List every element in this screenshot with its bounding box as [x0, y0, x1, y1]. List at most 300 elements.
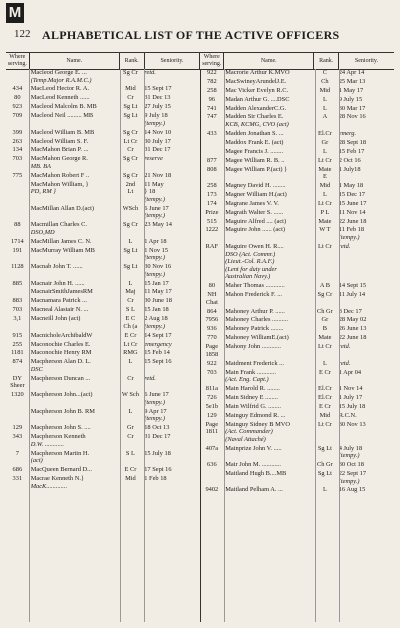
entry-name-line: Madden Sir Charles E. — [225, 113, 284, 121]
entry-name — [29, 306, 119, 314]
officer-entry — [201, 385, 395, 393]
entry-rank — [119, 112, 143, 127]
entry-name — [29, 221, 119, 236]
entry-rank — [119, 94, 143, 102]
officer-entry — [6, 341, 200, 349]
page-title: ALPHABETICAL LIST OF THE ACTIVE OFFICERS — [42, 28, 340, 42]
right-column — [201, 69, 395, 622]
entry-seniority — [337, 87, 394, 95]
entry-rank — [119, 306, 143, 314]
entry-name — [223, 105, 313, 113]
entry-where — [201, 182, 224, 190]
entry-where-line: 726 — [207, 393, 217, 401]
officer-entry — [201, 191, 395, 199]
entry-seniority-line: 30 Mar 17 — [338, 104, 366, 112]
entry-name — [29, 69, 119, 84]
entry-name — [223, 282, 313, 290]
entry-name-line: Mahon Frederick F. ... — [225, 291, 283, 299]
entry-where — [6, 306, 29, 314]
entry-where — [201, 445, 224, 460]
entry-where — [6, 450, 29, 465]
entry-rank — [119, 138, 143, 146]
entry-name-line: Macpherson Duncan ... — [30, 374, 91, 382]
entry-name — [223, 325, 313, 333]
entry-name-line: (Temp.Major R.A.M.C.) — [30, 76, 92, 84]
entry-where-line: 915 — [12, 331, 23, 339]
entry-name-line: Mainprize John V. ..... — [225, 444, 282, 452]
entry-where-line: 782 — [207, 77, 217, 85]
entry-rank — [313, 113, 337, 128]
officer-entry — [6, 288, 200, 296]
entry-name — [223, 182, 313, 190]
entry-rank — [119, 129, 143, 137]
entry-where-line: 80 — [208, 282, 216, 290]
entry-seniority — [337, 282, 394, 290]
entry-name — [223, 334, 313, 342]
entry-rank — [313, 182, 337, 190]
entry-rank — [313, 191, 337, 199]
entry-seniority-line: 23 May 14 — [144, 221, 172, 229]
entry-seniority-line: 15 July 18 — [338, 402, 366, 410]
entry-name — [223, 445, 313, 460]
entry-where-line: 1858 — [205, 350, 219, 358]
entry-seniority-line: (tempy.) — [144, 212, 165, 220]
entry-seniority — [142, 341, 199, 349]
entry-seniority-line: (tempy.) — [144, 119, 165, 127]
entry-name-line: DSO (Act. Commr.) — [225, 250, 276, 258]
entry-rank — [313, 445, 337, 460]
entry-where — [201, 403, 224, 411]
entry-rank — [313, 291, 337, 306]
officer-entry — [201, 412, 395, 420]
entry-seniority-line: 15 Feb 14 — [144, 349, 170, 357]
entry-where — [6, 138, 29, 146]
entry-where — [201, 243, 224, 281]
entry-seniority — [142, 358, 199, 373]
entry-seniority-line: 14 Nov 10 — [144, 128, 172, 136]
entry-rank — [119, 280, 143, 288]
officer-entry — [6, 155, 200, 170]
entry-name — [29, 112, 119, 127]
entry-where — [201, 166, 224, 181]
entry-where-line: 134 — [12, 146, 23, 154]
officer-entry — [6, 146, 200, 154]
entry-seniority-line: 28 May 02 — [338, 316, 367, 324]
entry-rank-line: Lt — [127, 188, 134, 196]
entry-rank-line: 2nd — [125, 180, 136, 188]
entry-rank-line: Mate — [318, 165, 332, 173]
entry-rank — [119, 466, 143, 474]
entry-where — [6, 466, 29, 474]
entry-rank — [119, 391, 143, 406]
entry-rank-line: Ch (a — [123, 322, 138, 330]
entry-seniority-line: 27 July 15 — [144, 103, 171, 111]
entry-rank — [313, 282, 337, 290]
entry-seniority-line: 28 Nov 16 — [338, 113, 366, 121]
entry-name-line: Magner William H.(act) — [225, 190, 287, 198]
entry-rank — [313, 69, 337, 77]
entry-name — [29, 85, 119, 93]
entry-name — [223, 461, 313, 469]
entry-rank — [119, 238, 143, 246]
entry-where — [201, 325, 224, 333]
officer-entry — [201, 105, 395, 113]
column-header-name: Name. — [30, 53, 120, 69]
entry-rank — [313, 394, 337, 402]
entry-where — [6, 94, 29, 102]
entry-name-line: Main Harold R. ........ — [225, 384, 280, 392]
entry-seniority — [337, 182, 394, 190]
officer-entry — [6, 69, 200, 84]
entry-rank — [119, 263, 143, 278]
entry-seniority — [142, 424, 199, 432]
entry-where-line: 129 — [207, 411, 217, 419]
entry-seniority — [142, 433, 199, 448]
entry-name — [29, 341, 119, 349]
entry-seniority — [142, 94, 199, 102]
officer-entry — [201, 308, 395, 316]
entry-where — [6, 155, 29, 170]
entry-name-line: (Lent for duty under — [225, 265, 277, 273]
entry-seniority-line: 15 Dec 17 — [338, 190, 365, 198]
entry-rank-line: Lt Cr — [123, 340, 138, 348]
entry-where-line: 258 — [207, 86, 217, 94]
entry-seniority — [142, 172, 199, 180]
page-header — [0, 3, 400, 49]
entry-rank-line: RMG — [123, 349, 138, 357]
entry-name-line: MacnairSmithJamesRM — [30, 288, 93, 296]
entry-rank-line: C — [322, 69, 328, 76]
entry-seniority — [337, 308, 394, 316]
entry-where — [6, 181, 29, 204]
entry-rank — [119, 85, 143, 93]
entry-seniority-line: 1 July18 — [338, 165, 361, 173]
entry-name-line: Main Frank ............ — [225, 368, 276, 376]
entry-rank-line: Mate — [318, 217, 332, 225]
entry-name — [223, 139, 313, 147]
entry-name — [223, 130, 313, 138]
entry-name-line: MB. BA — [30, 162, 51, 170]
entry-seniority-line: (tempy.) — [144, 254, 165, 262]
entry-rank — [119, 475, 143, 490]
entry-where-line: 5e1b — [205, 402, 219, 410]
entry-where — [6, 69, 29, 84]
entry-where — [201, 282, 224, 290]
entry-where-line: 775 — [12, 171, 23, 179]
entry-seniority-line: retd. — [338, 359, 351, 367]
officer-entry — [201, 486, 395, 494]
entry-where — [201, 105, 224, 113]
entry-seniority — [142, 247, 199, 262]
entry-name — [29, 103, 119, 111]
officer-entry — [6, 181, 200, 204]
entry-rank — [119, 69, 143, 84]
entry-rank-line: E Cr — [318, 368, 331, 376]
entry-seniority-line: (tempy.) — [144, 195, 165, 203]
entry-name-line: (Lieut.-Col. R.A.F.) — [225, 258, 275, 266]
entry-where-line: 747 — [207, 113, 217, 121]
entry-seniority — [337, 209, 394, 217]
officer-entry — [6, 129, 200, 137]
entry-seniority-line: 18 Oct 13 — [144, 424, 170, 432]
entry-rank — [313, 360, 337, 368]
entry-name — [223, 96, 313, 104]
entry-where — [201, 69, 224, 77]
entry-where — [6, 424, 29, 432]
entry-name — [29, 155, 119, 170]
entry-where-line: 7 — [15, 449, 19, 457]
entry-rank — [313, 486, 337, 494]
entry-where-line: 191 — [12, 246, 23, 254]
entry-rank — [313, 421, 337, 444]
entry-rank-line: Gr — [321, 316, 329, 324]
entry-where — [201, 78, 224, 86]
entry-where — [6, 112, 29, 127]
entry-seniority-line: emerg. — [338, 129, 357, 137]
entry-seniority — [142, 466, 199, 474]
entry-name — [223, 308, 313, 316]
entry-where — [6, 221, 29, 236]
entry-seniority — [337, 385, 394, 393]
officer-entry — [201, 87, 395, 95]
entry-rank-line: Sg Cr — [123, 221, 138, 229]
entry-rank-line: Sg Cr — [123, 155, 138, 163]
entry-rank-line: B — [322, 325, 328, 333]
entry-seniority-line: 25 Mar 13 — [338, 77, 366, 85]
entry-where — [201, 334, 224, 342]
entry-seniority — [142, 69, 199, 84]
entry-where-line: 9402 — [205, 486, 219, 494]
entry-name-line: Magrath Walter S. ...... — [225, 208, 284, 216]
column-header-rank: Rank. — [314, 53, 339, 69]
entry-rank — [313, 96, 337, 104]
entry-seniority — [142, 263, 199, 278]
entry-seniority-line: 15 July 18 — [144, 449, 171, 457]
entry-rank-line: Lt Cr — [318, 156, 332, 164]
entry-where-line: 936 — [207, 325, 217, 333]
entry-where — [6, 205, 29, 220]
entry-seniority — [337, 243, 394, 281]
entry-seniority-line: emergency — [144, 340, 172, 348]
entry-seniority-line: 15 Sept 16 — [144, 358, 172, 366]
entry-seniority — [337, 200, 394, 208]
entry-where-line: 885 — [12, 279, 23, 287]
entry-rank-line: Sg Cr — [123, 128, 138, 136]
entry-seniority-line: 4 July 18 — [338, 444, 363, 452]
officer-entry — [6, 297, 200, 305]
entry-rank-line: L — [322, 104, 327, 112]
entry-name-line: KCB, KCMG, CVO (act) — [225, 121, 289, 129]
officer-entry — [6, 205, 200, 220]
entry-name-line: Magee William P.(act) } — [225, 165, 288, 173]
entry-name-line: DSC — [30, 365, 43, 373]
entry-seniority — [142, 391, 199, 406]
entry-name-line: Macleod William S. F. — [30, 137, 89, 145]
entry-name-line: (Naval Attaché) — [225, 435, 266, 443]
entry-rank — [313, 308, 337, 316]
entry-where — [201, 96, 224, 104]
entry-name-line: MacMahon George R. — [30, 155, 88, 163]
entry-seniority-line: (tempy.) — [144, 415, 165, 423]
entry-where — [6, 375, 29, 390]
entry-seniority-line: reserve — [144, 155, 163, 163]
entry-seniority — [337, 148, 394, 156]
entry-where — [6, 247, 29, 262]
entry-seniority — [337, 394, 394, 402]
column-header-rank: Rank. — [120, 53, 145, 69]
officer-entry — [201, 69, 395, 77]
entry-where-line: 1181 — [11, 349, 24, 357]
entry-rank-line: Mid — [125, 475, 136, 482]
officer-entry — [201, 218, 395, 226]
entry-name-line: Madden Jonathan S. ... — [225, 129, 284, 137]
entry-where — [6, 433, 29, 448]
entry-seniority-line: 26 June 13 — [338, 325, 367, 333]
entry-rank-line: Cr — [127, 297, 134, 305]
column-header-row — [6, 52, 394, 70]
entry-seniority-line: 30 July 17 — [144, 137, 171, 145]
entry-name — [223, 209, 313, 217]
entry-where-line: 96 — [208, 95, 216, 103]
officer-entry — [6, 94, 200, 102]
entry-seniority-line: 1 May 18 — [338, 181, 364, 189]
entry-rank — [313, 226, 337, 241]
entry-where-line: Page — [205, 420, 219, 428]
officer-entry — [201, 182, 395, 190]
entry-rank — [313, 148, 337, 156]
officer-entry — [201, 291, 395, 306]
entry-seniority — [337, 486, 394, 494]
entry-seniority — [337, 96, 394, 104]
entry-rank-line: Mate — [318, 334, 332, 342]
entry-rank — [313, 200, 337, 208]
entry-name — [223, 421, 313, 444]
entry-rank — [119, 205, 143, 220]
entry-seniority — [337, 166, 394, 181]
entry-rank-line: Lt Cr — [318, 343, 332, 351]
column-header-seniority: Seniority. — [354, 57, 379, 64]
officer-entry — [201, 470, 395, 485]
entry-rank-line: L — [128, 358, 133, 366]
entry-where — [201, 218, 224, 226]
entry-rank-line: L — [128, 407, 133, 415]
entry-where-line: NH — [207, 291, 217, 299]
entry-seniority — [337, 78, 394, 86]
entry-seniority — [142, 349, 199, 357]
entry-name-line: Macnab John T. ...... — [30, 263, 83, 271]
entry-rank-line: Sg Lt — [123, 103, 138, 111]
entry-where-line: 877 — [207, 156, 217, 164]
officer-entry — [201, 369, 395, 384]
entry-rank-line: Ch Gr — [316, 461, 333, 469]
entry-seniority — [142, 181, 199, 204]
entry-seniority — [337, 218, 394, 226]
entry-rank — [119, 315, 143, 330]
entry-rank-line: Sg Lt — [123, 112, 138, 120]
entry-rank — [119, 433, 143, 448]
entry-name — [223, 78, 313, 86]
entry-rank-line: El.Cr — [318, 384, 332, 392]
entry-rank — [119, 146, 143, 154]
entry-seniority-line: 31 Dec 17 — [144, 146, 171, 154]
officer-entry — [6, 332, 200, 340]
entry-name — [223, 316, 313, 324]
entry-name — [223, 191, 313, 199]
entry-rank — [119, 172, 143, 180]
entry-where-line: 686 — [12, 466, 23, 474]
entry-rank-line: Cr — [127, 433, 134, 441]
officer-entry — [201, 325, 395, 333]
entry-seniority — [337, 360, 394, 368]
officer-entry — [6, 172, 200, 180]
entry-name-line: MacLeod Hector R. A. — [30, 85, 90, 93]
entry-rank-line: E Cr — [124, 466, 137, 474]
entry-rank-line: Lt Cr — [318, 420, 332, 428]
entry-where-line: RAF — [205, 242, 219, 250]
entry-rank — [313, 157, 337, 165]
entry-seniority-line: 15 Jan 17 — [144, 279, 169, 287]
entry-where — [201, 157, 224, 165]
entry-where-line: Chat — [205, 298, 218, 306]
entry-rank-line: Maj — [125, 288, 136, 296]
entry-name-line: Main Wilfrid G. ........ — [225, 402, 281, 410]
entry-name — [29, 94, 119, 102]
entry-name-line: Macmillan Charles C. — [30, 221, 87, 229]
entry-name — [29, 466, 119, 474]
entry-seniority-line: 11 July 14 — [338, 291, 366, 299]
entry-name-line: Mahoney Arthur P. ...... — [225, 307, 285, 315]
column-header-where: Where serving. — [6, 53, 30, 69]
entry-rank — [313, 403, 337, 411]
entry-name — [223, 218, 313, 226]
entry-rank-line: L — [322, 147, 327, 155]
entry-seniority — [337, 403, 394, 411]
entry-where-line: 80 — [14, 94, 21, 102]
entry-name-line: D.W. ............ — [30, 440, 65, 448]
officer-entry — [6, 238, 200, 246]
entry-name — [29, 349, 119, 357]
entry-where — [201, 209, 224, 217]
entry-rank — [119, 349, 143, 357]
entry-name — [29, 450, 119, 465]
entry-name-line: Macnamara Patrick ... — [30, 297, 87, 305]
entry-where-line: 703 — [207, 368, 217, 376]
entry-rank-line: Sg Cr — [123, 171, 138, 179]
officer-entry — [6, 433, 200, 448]
entry-rank — [119, 103, 143, 111]
entry-seniority — [142, 332, 199, 340]
officer-entry — [6, 408, 200, 423]
officer-entry — [6, 424, 200, 432]
entry-where — [6, 349, 29, 357]
officer-entry — [201, 421, 395, 444]
entry-seniority — [337, 421, 394, 444]
entry-seniority — [337, 369, 394, 384]
officer-entry — [6, 280, 200, 288]
entry-seniority — [142, 306, 199, 314]
entry-name-line: Macleod Malcolm B. MB — [30, 103, 97, 111]
entry-where-line: 407a — [205, 444, 219, 452]
entry-seniority-line: 9 Apr 17 — [144, 407, 167, 415]
entry-name — [29, 181, 119, 204]
entry-name-line: Maitland Pelham A. ... — [225, 486, 283, 494]
officer-entry — [201, 360, 395, 368]
entry-seniority — [142, 155, 199, 170]
entry-where — [201, 148, 224, 156]
officer-entry — [201, 334, 395, 342]
entry-name-line: Macrorie Arthur K.MVO — [225, 69, 290, 76]
entry-seniority-line: 15 Jan 18 — [144, 306, 169, 314]
